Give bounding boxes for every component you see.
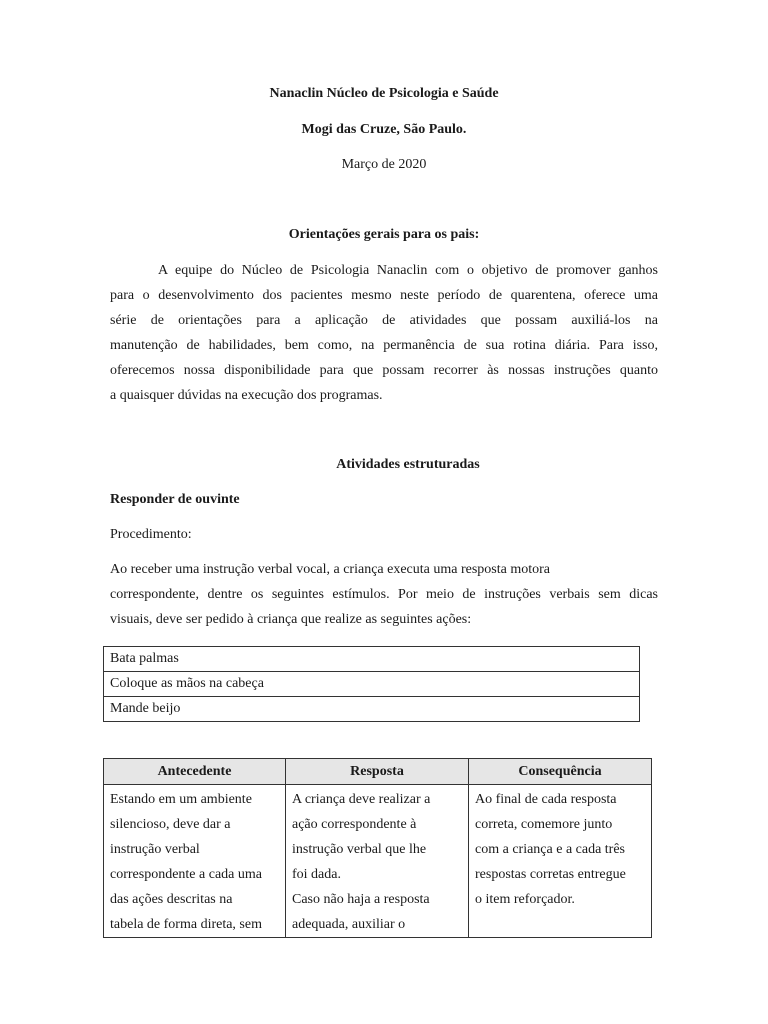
org-title: Nanaclin Núcleo de Psicologia e Saúde (269, 86, 499, 101)
cell-line: Caso não haja a resposta (292, 892, 430, 907)
paragraph-line: oferecemos nossa disponibilidade para que possam recorrer às nossas instruções quanto (110, 363, 658, 378)
consequencia-cell (469, 785, 652, 938)
action-cell: Bata palmas (104, 647, 640, 672)
header-consequencia: Consequência (469, 759, 652, 785)
location: Mogi das Cruze, São Paulo. (301, 122, 467, 137)
cell-line: respostas corretas entregue (475, 867, 626, 882)
table-row (104, 672, 640, 697)
paragraph-line: a quaisquer dúvidas na execução dos programas. (110, 388, 383, 403)
cell-line: instrução verbal que lhe (292, 842, 427, 857)
table-row (104, 647, 640, 672)
cell-line: foi dada. (292, 867, 341, 882)
paragraph-line: série de orientações para a aplicação de atividades que possam auxiliá-los na (110, 313, 658, 328)
action-cell: Coloque as mãos na cabeça (104, 672, 640, 697)
cell-line: tabela de forma direta, sem (110, 917, 262, 932)
paragraph-line: para o desenvolvimento dos pacientes mesmo neste período de quarentena, oferece uma (110, 288, 658, 303)
table-row (104, 785, 652, 938)
cell-line: correspondente a cada uma (110, 867, 262, 882)
cell-line: ação correspondente à (292, 817, 417, 832)
atividades-title: Atividades estruturadas (336, 457, 480, 472)
cell-line: Estando em um ambiente (110, 792, 252, 807)
table-header-row (104, 759, 652, 785)
header-resposta: Resposta (286, 759, 469, 785)
cell-line: Ao final de cada resposta (475, 792, 617, 807)
cell-line: correta, comemore junto (475, 817, 613, 832)
cell-line: o item reforçador. (475, 892, 575, 907)
actions-table (103, 646, 640, 722)
paragraph-line: manutenção de habilidades, bem como, na permanência de sua rotina diária. Para isso, (110, 338, 658, 353)
antecedente-cell (104, 785, 286, 938)
action-cell: Mande beijo (104, 697, 640, 722)
procedimento-label: Procedimento: (110, 527, 192, 542)
paragraph-line: Ao receber uma instrução verbal vocal, a criança executa uma resposta motora (110, 562, 551, 577)
cell-line: adequada, auxiliar o (292, 917, 406, 932)
paragraph-line: correspondente, dentre os seguintes estímulos. Por meio de instruções verbais sem dicas (110, 587, 658, 602)
procedimento-paragraph (110, 557, 658, 632)
atividades-subtitle: Responder de ouvinte (110, 492, 240, 507)
cell-line: silencioso, deve dar a (110, 817, 231, 832)
cell-line: A criança deve realizar a (292, 792, 431, 807)
cell-line: com a criança e a cada três (475, 842, 626, 857)
cell-line: instrução verbal (110, 842, 200, 857)
orientacoes-paragraph (110, 258, 658, 408)
resposta-cell (286, 785, 469, 938)
paragraph-line: visuais, deve ser pedido à criança que realize as seguintes ações: (110, 612, 472, 627)
paragraph-line: A equipe do Núcleo de Psicologia Nanaclin com o objetivo de promover ganhos (158, 263, 658, 278)
orientacoes-title: Orientações gerais para os pais: (288, 227, 480, 242)
abc-table (103, 758, 652, 938)
cell-line: das ações descritas na (110, 892, 233, 907)
date: Março de 2020 (341, 157, 427, 172)
table-row (104, 697, 640, 722)
header-antecedente: Antecedente (104, 759, 286, 785)
